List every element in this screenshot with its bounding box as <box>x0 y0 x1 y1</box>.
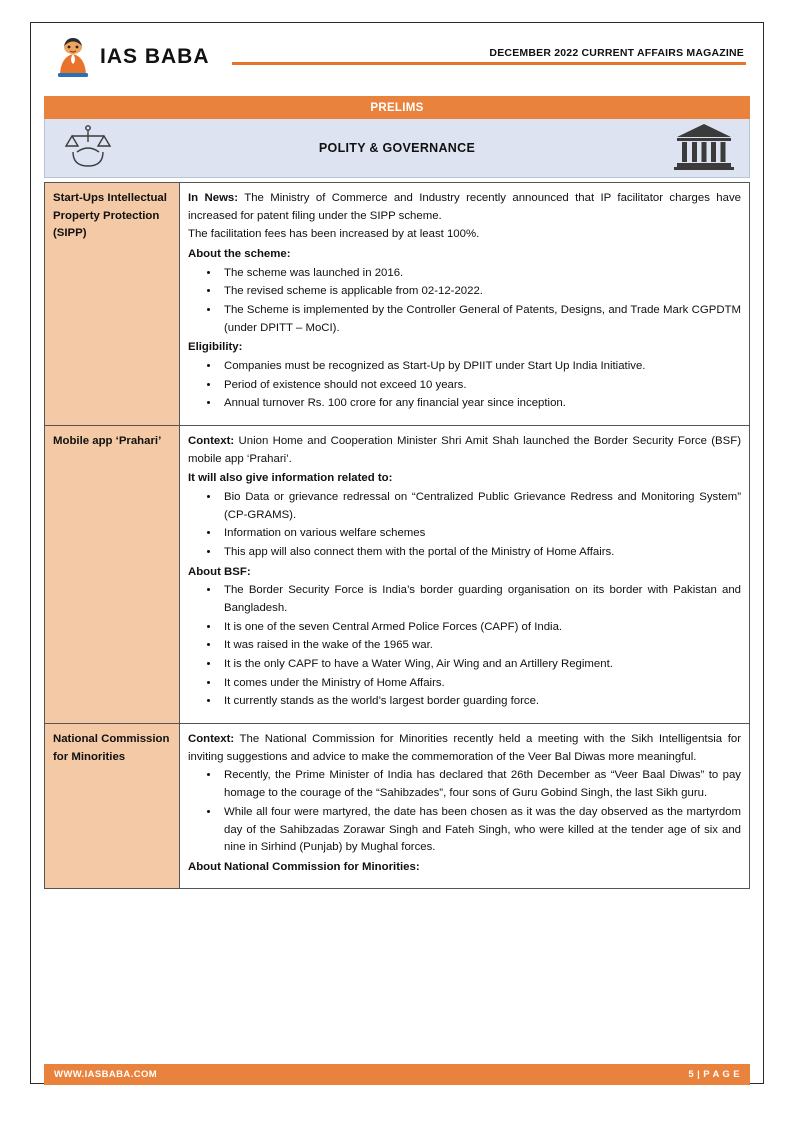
subject-title: POLITY & GOVERNANCE <box>318 141 476 155</box>
scales-of-justice-icon <box>59 122 117 175</box>
prelims-label: PRELIMS <box>370 101 424 114</box>
list-item: • While all four were martyred, the date has been chosen as it was the day observed as the martyrdom day of the Sahibzadas Zorawar Singh and Fateh Singh, who were killed at the tender age of six and nine in Sirhind (Punjab) by Mughal forces. <box>220 804 741 857</box>
subject-band <box>44 119 750 178</box>
list-item: • The Scheme is implemented by the Controller General of Patents, Designs, and Trade Mark CGPDTM (under DPITT – MoCI). <box>220 302 741 337</box>
section-heading: About National Commission for Minorities: <box>188 860 420 873</box>
table-row <box>45 183 750 426</box>
content-cell <box>180 724 750 888</box>
footer-page-number: 5 | P A G E <box>688 1069 740 1080</box>
topic-cell: National Commission for Minorities <box>45 724 180 888</box>
bullet-list <box>188 265 741 338</box>
iasbaba-mascot-logo-icon <box>52 35 94 79</box>
table-row <box>45 724 750 888</box>
list-item: • It is the only CAPF to have a Water Wing, Air Wing and an Artillery Regiment. <box>220 656 741 674</box>
paragraph: The facilitation fees has been increased by at least 100%. <box>188 228 480 241</box>
header-title-block <box>232 47 746 67</box>
list-item: • Bio Data or grievance redressal on “Centralized Public Grievance Redress and Monitoring System” (CP-GRAMS). <box>220 489 741 524</box>
list-item: • Annual turnover Rs. 100 crore for any financial year since inception. <box>220 395 741 413</box>
brand-logo <box>52 35 232 79</box>
list-item: • This app will also connect them with the portal of the Ministry of Home Affairs. <box>220 544 741 562</box>
bullet-list <box>188 767 741 856</box>
list-item: • It is one of the seven Central Armed Police Forces (CAPF) of India. <box>220 619 741 637</box>
list-item: • The revised scheme is applicable from 02-12-2022. <box>220 283 741 301</box>
parliament-building-icon <box>673 121 735 176</box>
paragraph <box>188 731 741 766</box>
prelims-band <box>44 96 750 119</box>
content-table-body <box>45 183 750 889</box>
page-header <box>44 28 750 86</box>
content-cell <box>180 426 750 724</box>
list-item: • It was raised in the wake of the 1965 war. <box>220 637 741 655</box>
magazine-title: DECEMBER 2022 CURRENT AFFAIRS MAGAZINE <box>489 47 744 59</box>
list-item: • It comes under the Ministry of Home Affairs. <box>220 675 741 693</box>
paragraph-lead: Context: <box>188 435 235 448</box>
list-item: • Information on various welfare schemes <box>220 525 741 543</box>
paragraph <box>188 433 741 468</box>
paragraph-text: Union Home and Cooperation Minister Shri Amit Shah launched the Border Security Force (BSF) mobile app ‘Prahari’. <box>188 435 741 465</box>
list-item: • The scheme was launched in 2016. <box>220 265 741 283</box>
list-item: • Period of existence should not exceed 10 years. <box>220 377 741 395</box>
header-rule <box>232 62 746 65</box>
list-item: • Companies must be recognized as Start-Up by DPIIT under Start Up India Initiative. <box>220 358 741 376</box>
topic-cell: Mobile app ‘Prahari’ <box>45 426 180 724</box>
section-heading: It will also give information related to: <box>188 472 393 485</box>
topic-cell: Start-Ups Intellectual Property Protection (SIPP) <box>45 183 180 426</box>
section-heading: About the scheme: <box>188 248 291 261</box>
list-item: • It currently stands as the world’s largest border guarding force. <box>220 693 741 711</box>
section-heading: About BSF: <box>188 565 251 578</box>
bullet-list <box>188 582 741 711</box>
bullet-list <box>188 358 741 413</box>
list-item: • The Border Security Force is India’s border guarding organisation on its border with Pakistan and Bangladesh. <box>220 582 741 617</box>
content-cell <box>180 183 750 426</box>
list-item: • Recently, the Prime Minister of India has declared that 26th December as “Veer Baal Diwas” to pay homage to the courage of the “Sahibzades”, four sons of Guru Gobind Singh, the last Sikh guru. <box>220 767 741 802</box>
paragraph <box>188 190 741 225</box>
page-footer <box>44 1064 750 1085</box>
bullet-list <box>188 489 741 562</box>
paragraph-text: The Ministry of Commerce and Industry recently announced that IP facilitator charges have increased for patent filing under the SIPP scheme. <box>188 192 741 222</box>
content-table <box>44 182 750 889</box>
paragraph-lead: Context: <box>188 733 235 746</box>
table-row <box>45 426 750 724</box>
section-heading: Eligibility: <box>188 341 243 354</box>
paragraph-text: The National Commission for Minorities recently held a meeting with the Sikh Intelligentsia for inviting suggestions and advice to make the commemoration of the Veer Bal Diwas more meaningful. <box>188 733 741 763</box>
brand-name: IAS BABA <box>100 45 210 68</box>
paragraph-lead: In News: <box>188 192 239 204</box>
footer-site-url[interactable]: WWW.IASBABA.COM <box>54 1069 158 1080</box>
